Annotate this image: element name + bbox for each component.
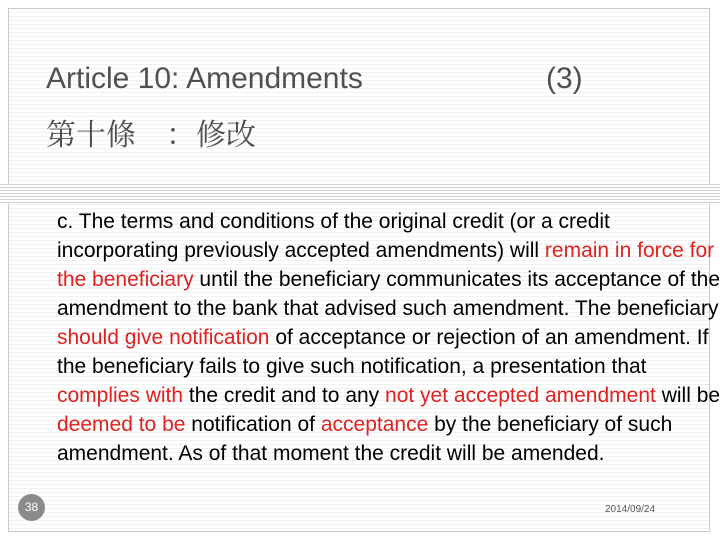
emphasis-should-give-notification: should give notification [57, 326, 270, 349]
body-text-segment: c. The terms and conditions of the original credit (or a credit incorporating previously accepted amendments) will [57, 210, 610, 262]
page-number-badge: 38 [18, 494, 45, 521]
emphasis-complies-with: complies with [57, 384, 184, 407]
slide-date: 2014/09/24 [605, 504, 656, 515]
slide-title-chinese: 第十條 ：修改 [46, 118, 256, 153]
body-text-segment: until the beneficiary communicates its acceptance of the amendment to the bank that advised such amendment. The beneficiary [57, 268, 720, 320]
emphasis-deemed-to-be: deemed to be [57, 413, 186, 436]
body-text-segment: by the beneficiary of such amendment. As of that moment the credit will be amended. [57, 413, 673, 465]
title-divider [0, 184, 720, 204]
slide-title-part-number: (3) [546, 62, 583, 95]
body-text-segment: the credit and to any [183, 384, 386, 407]
emphasis-acceptance: acceptance [320, 413, 429, 436]
emphasis-not-yet-accepted-amendment: not yet accepted amendment [385, 384, 656, 407]
title-area [8, 8, 710, 184]
slide-title-english: Article 10: Amendments [46, 62, 363, 95]
body-text-segment: will be [655, 384, 720, 407]
body-text-segment: of acceptance or rejection of an amendment. If the beneficiary fails to give such notification, a presentation that [57, 326, 709, 378]
body-text-segment: notification of [185, 413, 321, 436]
article-body-text [57, 207, 720, 468]
emphasis-remain-in-force: remain in force for the beneficiary [57, 239, 715, 291]
